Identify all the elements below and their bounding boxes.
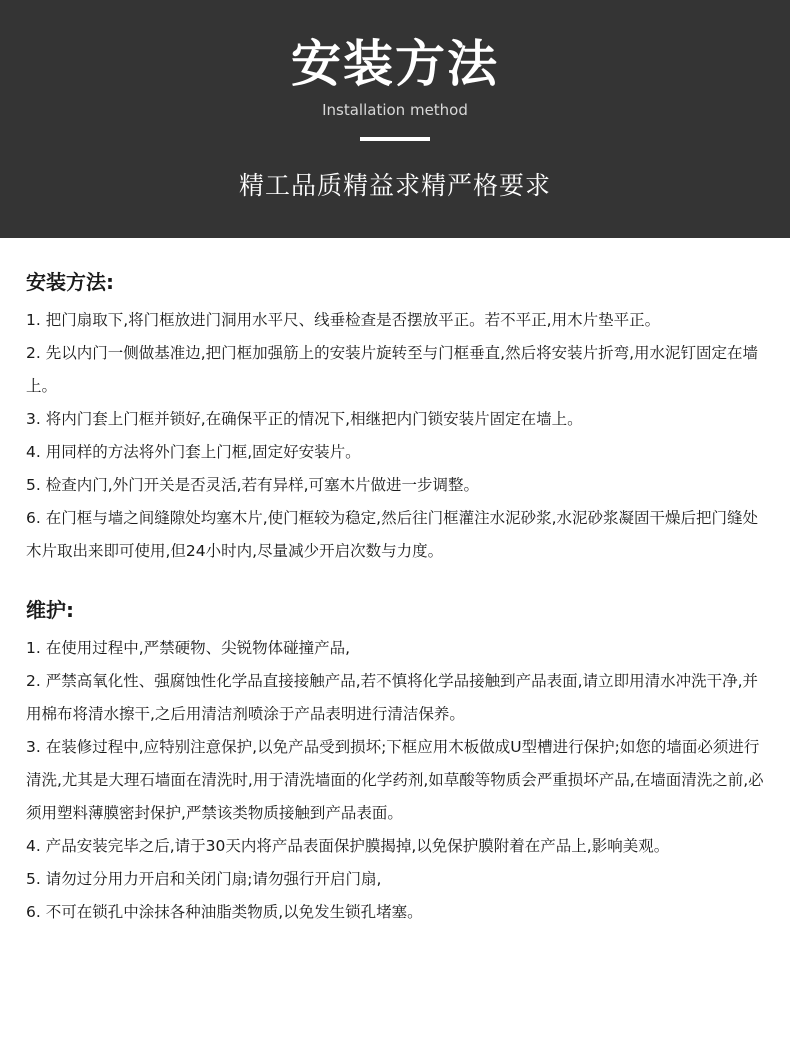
- maintenance-item: 2. 严禁高氧化性、强腐蚀性化学品直接接触产品,若不慎将化学品接触到产品表面,请立即用清水冲洗干净,并用棉布将清水擦干,之后用清洁剂喷涂于产品表明进行清洁保养。: [26, 672, 758, 723]
- installation-section: [26, 266, 766, 568]
- banner-title: 安装方法: [291, 35, 499, 93]
- section-spacer: [26, 568, 766, 594]
- installation-item: 6. 在门框与墙之间缝隙处均塞木片,使门框较为稳定,然后往门框灌注水泥砂浆,水泥砂浆凝固干燥后把门缝处木片取出来即可使用,但24小时内,尽量减少开启次数与力度。: [26, 509, 758, 560]
- banner-subtitle: Installation method: [322, 101, 468, 119]
- installation-item: 2. 先以内门一侧做基准边,把门框加强筋上的安装片旋转至与门框垂直,然后将安装片折弯,用水泥钉固定在墙上。: [26, 344, 758, 395]
- maintenance-item: 4. 产品安装完毕之后,请于30天内将产品表面保护膜揭掉,以免保护膜附着在产品上,影响美观。: [26, 837, 670, 855]
- installation-item: 5. 检查内门,外门开关是否灵活,若有异样,可塞木片做进一步调整。: [26, 476, 479, 494]
- installation-list: [26, 304, 766, 568]
- maintenance-item: 3. 在装修过程中,应特别注意保护,以免产品受到损坏;下框应用木板做成U型槽进行保护;如您的墙面必须进行清洗,尤其是大理石墙面在清洗时,用于清洗墙面的化学药剂,如草酸等物质会严重损坏产品,在墙面清洗之前,必须用塑料薄膜密封保护,严禁该类物质接触到产品表面。: [26, 738, 764, 822]
- maintenance-item: 5. 请勿过分用力开启和关闭门扇;请勿强行开启门扇,: [26, 870, 382, 888]
- installation-heading: 安装方法:: [26, 270, 114, 294]
- content-area: [0, 238, 790, 929]
- header-banner: [0, 0, 790, 238]
- maintenance-section: [26, 594, 766, 929]
- installation-item: 3. 将内门套上门框并锁好,在确保平正的情况下,相继把内门锁安装片固定在墙上。: [26, 410, 583, 428]
- installation-item: 1. 把门扇取下,将门框放进门洞用水平尺、线垂检查是否摆放平正。若不平正,用木片垫平正。: [26, 311, 661, 329]
- banner-divider: [360, 137, 430, 141]
- banner-slogan: 精工品质精益求精严格要求: [238, 171, 551, 200]
- maintenance-list: [26, 632, 766, 929]
- maintenance-heading: 维护:: [26, 598, 74, 622]
- maintenance-item: 6. 不可在锁孔中涂抹各种油脂类物质,以免发生锁孔堵塞。: [26, 903, 423, 921]
- maintenance-item: 1. 在使用过程中,严禁硬物、尖锐物体碰撞产品,: [26, 639, 351, 657]
- installation-item: 4. 用同样的方法将外门套上门框,固定好安装片。: [26, 443, 361, 461]
